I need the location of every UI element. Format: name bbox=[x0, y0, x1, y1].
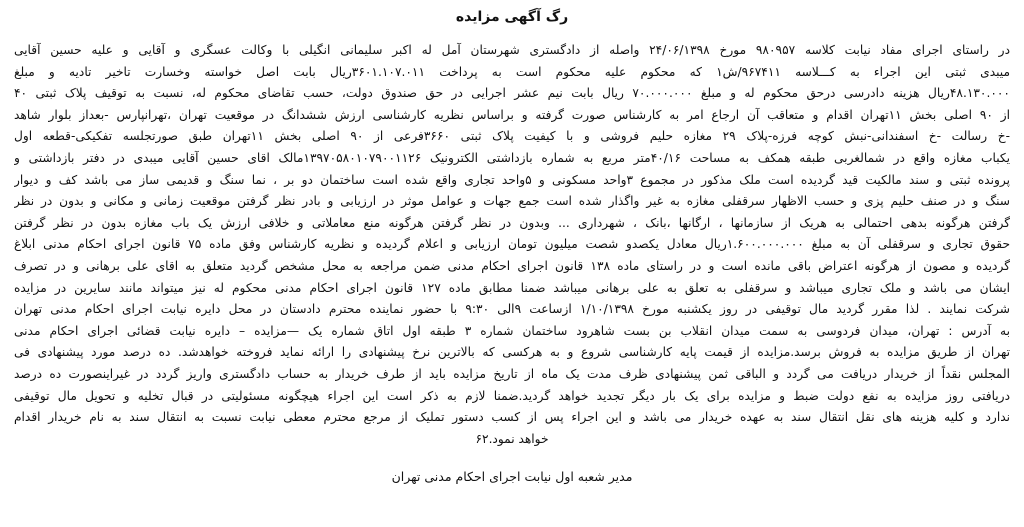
notice-line: ندارد و کلیه هزینه های نقل انتقال سند به عهده خریدار می باشد و این اجراء پس از کسب دستور تملیک از مرجع محترم معطی نیابت نسبت به انتقال سند به نام خریدار اقدام bbox=[14, 410, 1010, 425]
notice-line: میبدی ثبتی این اجراء به کـــلاسه ۹۶۷۴۱۱/ش۱ که محکوم علیه محکوم است به پرداخت ۳۶۰۱.۱۰۷.۰۱۱ریال بابت اصل خواسته وخسارت تاخیر تادیه و مبلغ bbox=[14, 64, 1010, 79]
notice-line: گردیده و مصون از هرگونه اعتراض باقی مانده است و در راستای ماده ۱۳۸ قانون اجرای احکام مدنی ضمن مراجعه به محل مشخص گردید متعلق به اقای علی برهانی و در تصرف bbox=[14, 258, 1010, 273]
notice-line: سنگ و در صنف حلیم پزی و حسب الاظهار سرقفلی مغازه به غیر واگذار شده است جمع جهات و عوامل موثر در ارزیابی و بادر نظر گرفتن موقعیت زمانی و مکانی و بدون در نظر bbox=[14, 194, 1010, 209]
notice-line: -خ رسالت -خ اسفندانی-نبش کوچه فرزه-پلاک ۲۹ مغازه حلیم فروشی و با کیفیت پلاک ثبتی ۳۶۶۰فرعی از ۹۰ اصلی بخش ۱۱تهران طبق صورتجلسه تفکیکی-قطعه اول bbox=[14, 129, 1010, 144]
notice-line: از ۹۰ اصلی بخش ۱۱تهران اقدام و متعاقب آن ارجاع امر به کارشناس صورت گرفته و براساس نظریه کارشناسی ارزش ششدانگ در موقعیت تهران ،تهرانپارس -بعداز بلوار شاهد bbox=[14, 107, 1010, 122]
notice-line: حقوق تجاری و سرقفلی آن به مبلغ ۱.۶۰۰.۰۰۰.۰۰۰ریال معادل یکصدو شصت میلیون تومان ارزیابی و اعلام گردیده و نظریه کارشناس وفق ماده ۷۵ قانون اجرای احکام مدنی ابلاغ bbox=[14, 237, 1010, 252]
notice-line: ۴۸.۱۳۰.۰۰۰ریال هزینه دادرسی درحق محکوم له و مبلغ ۷۰.۰۰۰.۰۰۰ ریال بابت نیم عشر اجرایی در حق صندوق دولت، حسب تقاضای محکوم له، نسبت به توقیف پلاک ثبتی ۴۰ bbox=[14, 86, 1010, 101]
notice-body bbox=[14, 40, 1010, 450]
notice-line: گرفتن هرگونه بدهی احتمالی به هریک از سازمانها ، ارگانها ،بانک ، شهرداری ... وبدون در نظر گرفتن هرگونه منع معاملاتی و خلافی ارزش یک باب مغازه بدون در نظر گرفتن bbox=[14, 215, 1010, 230]
notice-signature: مدیر شعبه اول نیابت اجرای احکام مدنی تهران bbox=[391, 469, 633, 485]
notice-line: یکباب مغازه واقع در شمالغربی طبقه همکف به مساحت ۴۰/۱۶متر مربع به شماره بازداشتی الکترونیک ۱۳۹۷۰۵۸۰۱۰۷۹۰۰۱۱۲۶مالک اقای حسین آقایی میبدی در دفتر بازداشتی و bbox=[14, 150, 1010, 165]
notice-line: خواهد نمود.۶۲ bbox=[475, 431, 549, 446]
notice-line: ایشان می باشد و ملک تجاری میباشد و سرقفلی به تعلق به علی برهانی میباشد ضمنا مطابق ماده ۱۲۷ قانون اجرای احکام مدنی محکوم له نیز میتواند مانند سایرین در مزایده bbox=[14, 280, 1010, 295]
notice-line: به آدرس : تهران، میدان فردوسی به سمت میدان انقلاب بن بست شاهرود ساختمان شماره ۳ طبقه اول اتاق شماره یک —مزایده – دایره نیابت قضائی اجرای احکام مدنی bbox=[14, 323, 1010, 338]
notice-line: المجلس نقداً از خریدار دریافت می گردد و الباقی ثمن پیشنهادی ظرف مدت یک ماه از تاریخ مزایده باید از طرف خریدار به حساب دادگستری واریز گردد در غیراینصورت ده درصد bbox=[14, 366, 1010, 381]
notice-title: رگ آگهی مزایده bbox=[455, 9, 569, 25]
notice-line: دریافتی روز مزایده به نفع دولت ضبط و مزایده برای یک بار دیگر تجدید خواهد گردید.ضمنا لازم به ذکر است این اجراء هیچگونه مسئولیتی در قبال تخلیه و تحویل مال توقیفی bbox=[14, 388, 1010, 403]
notice-line: تهران از طریق مزایده به فروش برسد.مزایده از قیمت پایه کارشناسی شروع و به هرکسی که بالاترین نرخ پیشنهادی را ارائه نماید فروخته خواهدشد. ده درصد مورد پیشنهادی فی bbox=[14, 345, 1010, 360]
notice-line: پرونده ثبتی و سند مالکیت قید گردیده است ملک مذکور در مجموع ۳واحد مسکونی و ۵واحد تجاری واقع شده است ساختمان دو بر ، نما سنگ و قدیمی ساز می باشد کف و دیوار bbox=[14, 172, 1010, 187]
notice-line: شرکت نمایند . لذا مقرر گردید مال توقیفی در روز یکشنبه مورخ ۱/۱۰/۱۳۹۸ ازساعت ۹الی ۹:۳۰ با حضور نماینده محترم دادستان در محل دایره نیابت اجرای احکام مدنی تهران bbox=[14, 302, 1010, 317]
notice-line: در راستای اجرای مفاد نیابت کلاسه ۹۸۰۹۵۷ مورخ ۲۴/۰۶/۱۳۹۸ واصله از دادگستری شهرستان آمل له اکبر سلیمانی انگیلی با وکالت عسگری و آقایی و علیه حسین آقایی bbox=[14, 43, 1010, 57]
